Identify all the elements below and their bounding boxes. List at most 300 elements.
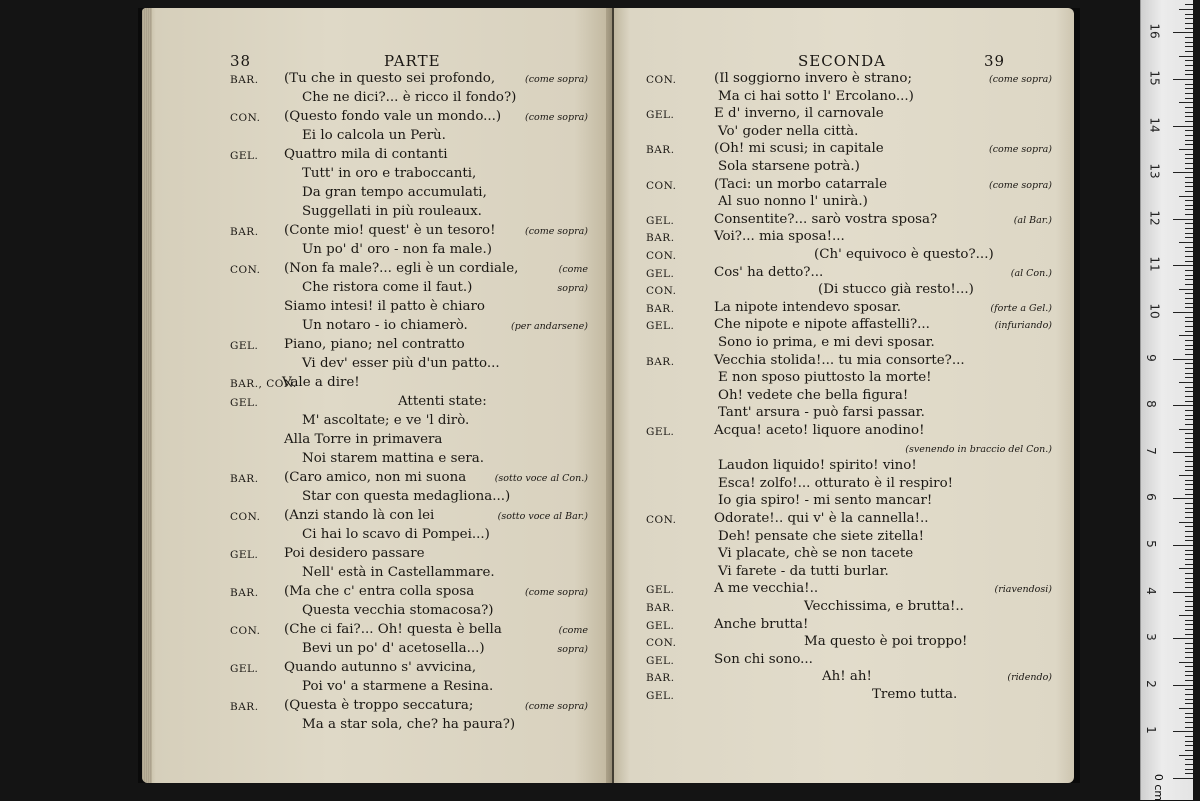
ruler-tick: [1185, 526, 1193, 527]
ruler-tick: [1185, 769, 1193, 770]
verse-line: Tutt' in oro e traboccanti,: [302, 166, 477, 181]
verse-line: Oh! vedete che bella figura!: [718, 387, 909, 403]
verse-line: Noi starem mattina e sera.: [302, 451, 485, 466]
speaker-label: CON.: [646, 637, 677, 650]
verse-line: (Ma che c' entra colla sposa: [284, 584, 475, 599]
page-edges: [142, 8, 152, 783]
verse-line: Cos' ha detto?...: [714, 264, 824, 280]
ruler-tick: [1179, 475, 1193, 476]
verse-line: Tant' arsura - può farsi passar.: [718, 405, 925, 421]
verse-line: Piano, piano; nel contratto: [284, 337, 465, 352]
ruler-tick: [1185, 666, 1193, 667]
speaker-label: BAR.: [646, 232, 675, 245]
ruler-tick: [1185, 247, 1193, 248]
ruler-tick: [1185, 186, 1193, 187]
ruler-tick: [1185, 736, 1193, 737]
ruler-tick: [1185, 65, 1193, 66]
ruler-tick: [1185, 587, 1193, 588]
ruler-tick: [1173, 79, 1193, 80]
ruler-tick: [1185, 116, 1193, 117]
ruler-tick: [1185, 377, 1193, 378]
verse-line: Vo' goder nella città.: [718, 123, 859, 139]
speaker-label: GEL.: [230, 340, 259, 352]
stage-direction: (come: [558, 625, 588, 636]
ruler-tick: [1185, 675, 1193, 676]
verse-line: Deh! pensate che siete zitella!: [718, 528, 924, 544]
ruler-tick: [1185, 536, 1193, 537]
speaker-label: BAR.: [646, 144, 675, 157]
ruler-tick: [1185, 70, 1193, 71]
running-head: SECONDA: [798, 52, 886, 70]
ruler-tick: [1185, 51, 1193, 52]
ruler-tick: [1173, 731, 1193, 732]
verse-line: E non sposo piuttosto la morte!: [718, 370, 932, 386]
ruler-tick: [1185, 387, 1193, 388]
verse-line: Ei lo calcola un Perù.: [302, 128, 446, 143]
ruler-tick: [1185, 466, 1193, 467]
verse-line: M' ascoltate; e ve 'l dirò.: [302, 413, 470, 428]
ruler-tick: [1173, 172, 1193, 173]
ruler-tick: [1173, 545, 1193, 546]
ruler-tick: [1185, 4, 1193, 5]
ruler-tick: [1173, 498, 1193, 499]
stage-direction: (al Bar.): [1013, 214, 1052, 226]
verse-line: (Oh! mi scusi; in capitale: [714, 141, 884, 157]
ruler-tick: [1185, 424, 1193, 425]
verse-line: Siamo intesi! il patto è chiaro: [284, 299, 485, 314]
ruler-tick: [1185, 657, 1193, 658]
verse-line: Ah! ah!: [822, 669, 872, 685]
ruler-number: 3: [1143, 633, 1158, 642]
speaker-label: BAR.: [646, 302, 675, 315]
verse-line: Star con questa medagliona...): [302, 489, 511, 504]
ruler-tick: [1185, 121, 1193, 122]
verse-line: (Questa è troppo seccatura;: [284, 698, 474, 713]
ruler-tick: [1185, 596, 1193, 597]
verse-line: (Che ci fai?... Oh! questa è bella: [284, 622, 502, 637]
stage-direction: (sotto voce al Con.): [494, 473, 588, 484]
ruler-tick: [1185, 331, 1193, 332]
ruler-tick: [1185, 214, 1193, 215]
stage-direction: (infuriando): [994, 320, 1052, 332]
stage-direction: (come sopra): [525, 226, 588, 237]
ruler-tick: [1185, 601, 1193, 602]
speaker-label: GEL.: [646, 584, 675, 597]
ruler-number: 11: [1147, 256, 1162, 273]
stage-direction: (svenendo in braccio del Con.): [905, 443, 1052, 455]
verse-line: Odorate!.. qui v' è la cannella!..: [714, 511, 929, 526]
ruler-tick: [1185, 303, 1193, 304]
ruler-number: 13: [1147, 163, 1162, 179]
verse-line: Quattro mila di contanti: [284, 147, 448, 162]
ruler-tick: [1185, 722, 1193, 723]
speaker-label: BAR.: [646, 602, 675, 614]
ruler-tick: [1173, 778, 1193, 779]
ruler-tick: [1185, 573, 1193, 574]
stage-direction: (riavendosi): [994, 584, 1052, 596]
speaker-label: CON.: [230, 112, 261, 124]
speaker-label: GEL.: [646, 654, 675, 667]
ruler-tick: [1185, 396, 1193, 397]
speaker-label: CON.: [646, 250, 677, 262]
ruler-tick: [1185, 703, 1193, 704]
ruler-tick: [1185, 321, 1193, 322]
stage-direction: (ridendo): [1007, 672, 1052, 684]
speaker-label: CON.: [230, 625, 261, 637]
ruler-tick: [1185, 140, 1193, 141]
ruler-number: 2: [1143, 679, 1158, 688]
ruler-tick: [1185, 680, 1193, 681]
stage-direction: (come sopra): [989, 74, 1052, 85]
ruler-tick: [1173, 32, 1193, 33]
ruler-number: 4: [1143, 586, 1158, 595]
verse-line: E d' inverno, il carnovale: [714, 106, 884, 122]
ruler-tick: [1185, 345, 1193, 346]
ruler-tick: [1179, 242, 1193, 243]
verse-line: Poi desidero passare: [284, 546, 425, 561]
ruler-tick: [1185, 37, 1193, 38]
ruler-number: 6: [1143, 493, 1158, 502]
ruler-tick: [1185, 349, 1193, 350]
ruler-tick: [1185, 42, 1193, 43]
verse-line: La nipote intendevo sposar.: [714, 299, 901, 315]
ruler-tick: [1185, 582, 1193, 583]
ruler-number: 16: [1147, 23, 1162, 40]
ruler-tick: [1185, 256, 1193, 257]
ruler-tick: [1185, 550, 1193, 551]
ruler-tick: [1185, 154, 1193, 155]
ruler-tick: [1179, 335, 1193, 336]
speaker-label: BAR.: [230, 226, 259, 238]
ruler-tick: [1185, 773, 1193, 774]
ruler-tick: [1185, 354, 1193, 355]
verse-line: Acqua! aceto! liquore anodino!: [714, 423, 925, 438]
ruler-tick: [1185, 610, 1193, 611]
verse-line: Nell' està in Castellammare.: [302, 565, 495, 580]
verse-line: Ma questo è poi troppo!: [804, 634, 968, 650]
stage-direction: (come sopra): [525, 701, 588, 712]
verse-line: (Taci: un morbo catarrale: [714, 176, 888, 192]
ruler-unit-label: 0 cm: [1152, 773, 1166, 801]
verse-line: Vi placate, chè se non tacete: [718, 546, 914, 562]
verse-line: Che nipote e nipote affastelli?...: [714, 317, 930, 333]
ruler-tick: [1173, 685, 1193, 686]
ruler-number: 10: [1147, 303, 1162, 319]
ruler-tick: [1185, 438, 1193, 439]
ruler-tick: [1173, 219, 1193, 220]
page-number: 38: [230, 52, 252, 70]
page-number: 39: [984, 52, 1006, 70]
verse-line: Son chi sono...: [714, 651, 813, 667]
verse-line: A me vecchia!..: [714, 581, 819, 597]
ruler-tick: [1185, 251, 1193, 252]
ruler-tick: [1185, 489, 1193, 490]
ruler-tick: [1185, 88, 1193, 89]
ruler-tick: [1185, 298, 1193, 299]
speaker-label: GEL.: [646, 267, 675, 280]
ruler-tick: [1185, 233, 1193, 234]
verse-line: Poi vo' a starmene a Resina.: [302, 679, 494, 694]
ruler-tick: [1179, 568, 1193, 569]
speaker-label: CON.: [230, 264, 261, 276]
verse-line: Vecchia stolida!... tu mia consorte?...: [714, 352, 965, 368]
verse-line: Questa vecchia stomacosa?): [302, 603, 494, 618]
speaker-label: GEL.: [230, 663, 259, 675]
verse-line: (Anzi stando là con lei: [284, 508, 435, 523]
speaker-label: CON.: [646, 285, 677, 298]
verse-line: Vi dev' esser più d'un patto...: [302, 356, 500, 371]
ruler-tick: [1185, 620, 1193, 621]
ruler-tick: [1179, 196, 1193, 197]
ruler-tick: [1179, 382, 1193, 383]
ruler-tick: [1185, 363, 1193, 364]
speaker-label: BAR.: [230, 473, 259, 485]
verse-line: Anche brutta!: [714, 616, 809, 632]
ruler-tick: [1185, 699, 1193, 700]
verse-line: (Non fa male?... egli è un cordiale,: [284, 261, 519, 276]
ruler-tick: [1185, 461, 1193, 462]
ruler-number: 8: [1143, 400, 1158, 409]
ruler-tick: [1173, 452, 1193, 453]
ruler-number: 5: [1143, 540, 1158, 548]
ruler-tick: [1185, 205, 1193, 206]
ruler-tick: [1185, 275, 1193, 276]
ruler-tick: [1179, 755, 1193, 756]
ruler-tick: [1179, 708, 1193, 709]
ruler-tick: [1185, 508, 1193, 509]
ruler-tick: [1185, 447, 1193, 448]
ruler-tick: [1185, 494, 1193, 495]
ruler-tick: [1185, 512, 1193, 513]
ruler-tick: [1185, 648, 1193, 649]
ruler-tick: [1185, 107, 1193, 108]
verse-line: Ma a star sola, che? ha paura?): [302, 717, 516, 732]
ruler-tick: [1185, 764, 1193, 765]
speaker-label: BAR.: [646, 355, 675, 368]
stage-direction: (come sopra): [525, 74, 588, 85]
ruler-tick: [1185, 694, 1193, 695]
ruler-tick: [1185, 689, 1193, 690]
stage-direction: (come: [558, 264, 588, 275]
ruler-tick: [1185, 433, 1193, 434]
ruler-tick: [1185, 223, 1193, 224]
ruler-tick: [1173, 405, 1193, 406]
ruler-tick: [1185, 293, 1193, 294]
ruler-tick: [1173, 359, 1193, 360]
speaker-label: BAR.: [230, 701, 259, 713]
ruler-tick: [1179, 9, 1193, 10]
ruler-tick: [1185, 191, 1193, 192]
stage-direction: sopra): [557, 283, 588, 294]
verse-line: Tremo tutta.: [872, 687, 958, 702]
verse-line: Da gran tempo accumulati,: [302, 185, 487, 200]
ruler-tick: [1185, 634, 1193, 635]
ruler-tick: [1185, 671, 1193, 672]
ruler-tick: [1185, 182, 1193, 183]
verse-line: Sono io prima, e mi devi sposar.: [718, 335, 935, 350]
ruler-number: 12: [1147, 210, 1162, 226]
ruler-tick: [1185, 391, 1193, 392]
verse-line: Al suo nonno l' unirà.): [718, 194, 868, 210]
verse-line: Esca! zolfo!... otturato è il respiro!: [718, 475, 954, 491]
speaker-label: GEL.: [646, 619, 675, 632]
ruler-tick: [1185, 368, 1193, 369]
speaker-label: GEL.: [230, 549, 259, 561]
ruler-tick: [1179, 289, 1193, 290]
verse-line: Che ristora come il faut.): [302, 280, 473, 295]
ruler-tick: [1185, 279, 1193, 280]
running-head: PARTE: [384, 52, 441, 70]
open-book: [138, 8, 1080, 783]
ruler-tick: [1185, 629, 1193, 630]
ruler-tick: [1185, 480, 1193, 481]
ruler-tick: [1185, 163, 1193, 164]
ruler-tick: [1185, 209, 1193, 210]
ruler-tick: [1185, 759, 1193, 760]
speaker-label: GEL.: [230, 150, 259, 162]
ruler-tick: [1185, 60, 1193, 61]
ruler-tick: [1185, 18, 1193, 19]
ruler-tick: [1185, 373, 1193, 374]
ruler-tick: [1185, 261, 1193, 262]
ruler-tick: [1173, 265, 1193, 266]
ruler-number: 9: [1143, 353, 1158, 362]
ruler-tick: [1185, 531, 1193, 532]
ruler-tick: [1185, 419, 1193, 420]
verse-line: Consentite?... sarò vostra sposa?: [714, 211, 938, 227]
ruler-tick: [1185, 200, 1193, 201]
ruler-tick: [1179, 615, 1193, 616]
stage-direction: (come sopra): [989, 144, 1052, 156]
speaker-label: CON.: [646, 74, 677, 86]
ruler-tick: [1185, 503, 1193, 504]
stage-direction: (per andarsene): [511, 321, 588, 332]
ruler-tick: [1179, 102, 1193, 103]
ruler-tick: [1185, 713, 1193, 714]
ruler-tick: [1185, 554, 1193, 555]
verse-line: (Di stucco già resto!...): [818, 282, 974, 298]
ruler-tick: [1173, 638, 1193, 639]
ruler-tick: [1185, 177, 1193, 178]
ruler-tick: [1185, 14, 1193, 15]
ruler-tick: [1185, 750, 1193, 751]
verse-line: Ci hai lo scavo di Pompei...): [302, 527, 490, 542]
ruler-tick: [1185, 578, 1193, 579]
ruler-tick: [1185, 470, 1193, 471]
verse-line: (Ch' equivoco è questo?...): [814, 247, 994, 262]
ruler-tick: [1185, 717, 1193, 718]
ruler-tick: [1185, 46, 1193, 47]
speaker-label: CON.: [646, 514, 677, 526]
verse-line: Vale a dire!: [282, 375, 360, 390]
ruler-tick: [1179, 56, 1193, 57]
speaker-label: GEL.: [646, 214, 675, 227]
ruler-tick: [1185, 415, 1193, 416]
ruler-tick: [1185, 84, 1193, 85]
ruler-tick: [1185, 484, 1193, 485]
ruler-tick: [1185, 23, 1193, 24]
ruler-tick: [1185, 456, 1193, 457]
stage-direction: (come sopra): [525, 587, 588, 598]
ruler-tick: [1185, 112, 1193, 113]
ruler-tick: [1173, 312, 1193, 313]
verse-line: (Conte mio! quest' è un tesoro!: [284, 223, 496, 238]
ruler-tick: [1185, 643, 1193, 644]
ruler-tick: [1185, 158, 1193, 159]
stage-direction: sopra): [557, 644, 588, 655]
ruler-tick: [1173, 592, 1193, 593]
verse-line: Voi?... mia sposa!...: [714, 229, 845, 245]
ruler-tick: [1185, 228, 1193, 229]
verse-line: Vi farete - da tutti burlar.: [718, 563, 889, 579]
verse-line: Un notaro - io chiamerò.: [302, 318, 468, 333]
ruler-tick: [1185, 284, 1193, 285]
speaker-label: BAR., CON.: [230, 378, 297, 390]
speaker-label: GEL.: [646, 109, 675, 122]
verse-line: Sola starsene potrà.): [718, 159, 860, 174]
verse-line: Alla Torre in primavera: [284, 432, 443, 447]
verse-line: Quando autunno s' avvicina,: [284, 660, 477, 675]
stage-direction: (come sopra): [525, 112, 588, 123]
ruler-tick: [1185, 564, 1193, 565]
measuring-ruler: [1140, 0, 1193, 800]
ruler-tick: [1185, 606, 1193, 607]
ruler-tick: [1185, 130, 1193, 131]
speaker-label: GEL.: [230, 397, 259, 409]
ruler-number: 7: [1143, 446, 1158, 455]
ruler-tick: [1185, 652, 1193, 653]
verse-line: Attenti state:: [398, 394, 487, 409]
ruler-tick: [1185, 28, 1193, 29]
ruler-tick: [1185, 410, 1193, 411]
ruler-tick: [1185, 745, 1193, 746]
speaker-label: CON.: [230, 511, 261, 523]
ruler-tick: [1185, 237, 1193, 238]
ruler-tick: [1185, 144, 1193, 145]
speaker-label: GEL.: [646, 690, 675, 702]
verse-line: Ma ci hai sotto l' Ercolano...): [718, 88, 914, 104]
verse-line: (Il soggiorno invero è strano;: [714, 71, 912, 86]
verse-line: Suggellati in più rouleaux.: [302, 204, 482, 219]
stage-direction: (al Con.): [1010, 267, 1052, 279]
verse-line: Che ne dici?... è ricco il fondo?): [302, 90, 517, 105]
ruler-tick: [1185, 74, 1193, 75]
ruler-number: 14: [1147, 116, 1162, 133]
ruler-tick: [1185, 540, 1193, 541]
speaker-label: CON.: [646, 179, 677, 192]
ruler-tick: [1185, 98, 1193, 99]
ruler-tick: [1185, 517, 1193, 518]
ruler-tick: [1173, 126, 1193, 127]
ruler-tick: [1185, 326, 1193, 327]
ruler-tick: [1185, 559, 1193, 560]
stage-direction: (sotto voce al Bar.): [497, 511, 588, 522]
stage-direction: (forte a Gel.): [990, 302, 1052, 314]
verse-line: (Questo fondo vale un mondo...): [284, 109, 502, 124]
ruler-tick: [1185, 307, 1193, 308]
ruler-number: 15: [1147, 70, 1162, 86]
ruler-tick: [1185, 401, 1193, 402]
ruler-tick: [1185, 741, 1193, 742]
ruler-tick: [1185, 270, 1193, 271]
ruler-tick: [1179, 522, 1193, 523]
ruler-tick: [1185, 135, 1193, 136]
speaker-label: BAR.: [230, 587, 259, 599]
speaker-label: BAR.: [646, 672, 675, 685]
ruler-tick: [1185, 727, 1193, 728]
verse-line: Laudon liquido! spirito! vino!: [718, 458, 917, 474]
ruler-tick: [1185, 168, 1193, 169]
